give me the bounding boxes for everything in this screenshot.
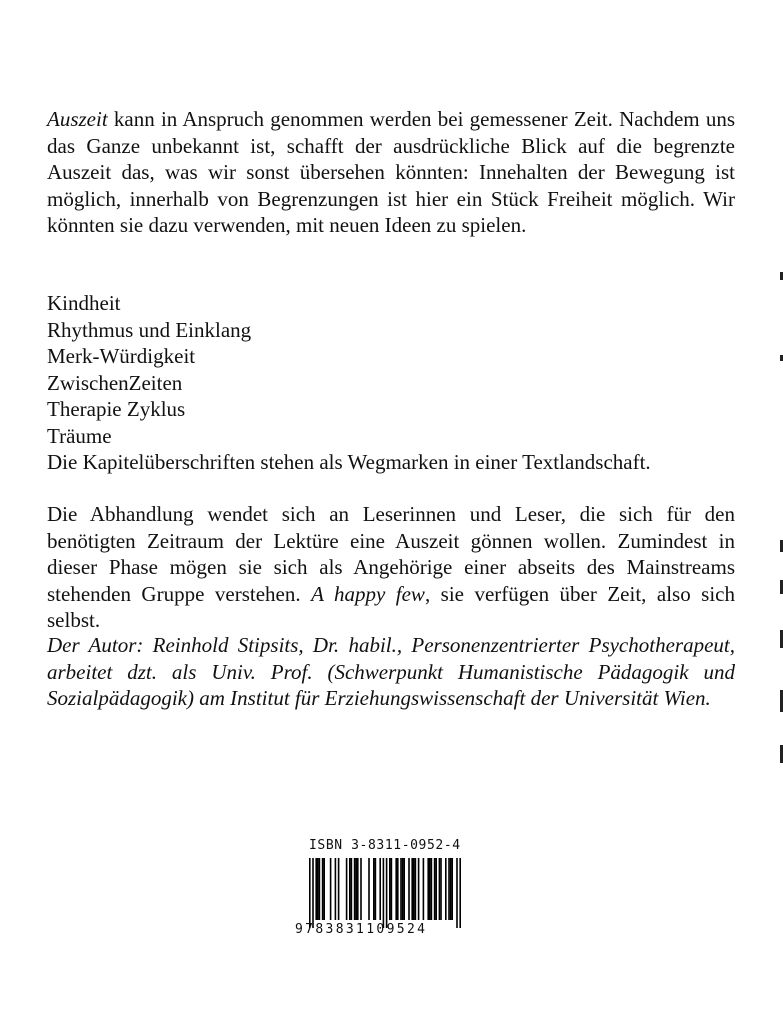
barcode-bar [338,858,340,920]
author-bio: Der Autor: Reinhold Stipsits, Dr. habil., Personenzentrierter Psychotherapeut, arbeitet dzt. als Univ. Prof. (Schwerpunkt Humanistische Pädagogik und Sozialpädagogik) am Institut für Erziehungswissenschaft der Universität Wien. [47,633,735,710]
barcode-bar [445,858,447,920]
barcode-bar [413,858,415,920]
chapter-item: ZwischenZeiten [47,370,183,395]
barcode-bar [408,858,410,920]
barcode-bar [448,858,450,920]
barcode-bar [403,858,405,920]
barcode-bar [330,858,332,920]
isbn-barcode [295,838,471,940]
barcode-bar [418,858,420,920]
audience-text-after: , sie verfügen über Zeit, also sich selbst. [47,581,735,632]
barcode-bar [355,858,357,920]
chapter-item: Therapie Zyklus [47,397,186,421]
barcode-bar [386,858,388,928]
spine-edge-marks [777,250,783,770]
chapter-item: Merk-Würdigkeit [47,344,196,368]
chapters-note: Die Kapitelüberschriften stehen als Wegmarken in einer Textlandschaft. [47,450,651,474]
barcode-bar [391,858,393,920]
barcode-bar [459,858,461,928]
barcode-bar [354,858,356,920]
barcode-bar [415,858,417,920]
barcode-bar [379,858,381,920]
barcode-bar [423,858,425,920]
barcode-bar [431,858,433,920]
audience-text-before: Die Abhandlung wendet sich an Leserinnen und Leser, die sich für den benötigten Zeitraum der Lektüre eine Auszeit gönnen wollen. Zumindest in dieser Phase mögen sie sich als Angehörige einer abseits des Mainstreams stehenden Gruppe verstehen. [47,502,735,606]
barcode-digits: 9783831109524 [295,922,428,937]
isbn-label: ISBN 3-8311-0952-4 [309,838,461,853]
barcode-bar [319,858,321,920]
barcode-bar [351,858,353,920]
barcode-bar [456,858,458,928]
intro-lead-italic: Auszeit [47,107,108,131]
barcode-bar [450,858,452,920]
audience-italic-phrase: A happy few [311,581,425,606]
barcode-bar [389,858,391,920]
barcode-bar [435,858,437,920]
intro-text: kann in Anspruch genommen werden bei gemessener Zeit. Nachdem uns das Ganze unbekannt ist, schafft der ausdrückliche Blick auf die begrenzte Auszeit das, was wir sonst übersehen könnten: Innehalten der Bewegung ist möglich, innerhalb von Begrenzungen ist hier ein Stück Freiheit möglich. Wir könnten sie dazu verwenden, mit neuen Ideen zu spielen. [47,107,735,237]
barcode-bar [375,858,377,920]
barcode-bar [346,858,348,920]
barcode-bar [439,858,441,920]
barcode-bar [383,858,385,928]
barcode-bar [427,858,429,920]
barcode-bar [317,858,319,920]
barcode-bar [322,858,324,920]
barcode-bar [411,858,413,920]
chapter-item: Rhythmus und Einklang [47,317,252,342]
barcode-bar [309,858,311,928]
chapter-list [47,290,735,476]
barcode-bar [357,858,359,920]
barcode-bar [451,858,453,920]
barcode-bar [397,858,399,920]
barcode-bar [312,858,314,928]
barcode-bar [349,858,351,920]
barcode-bar [323,858,325,920]
audience-paragraph [47,501,735,634]
intro-paragraph [47,106,735,239]
chapter-item: Kindheit [47,291,121,315]
barcode-bar [429,858,431,920]
barcode-bar [395,858,397,920]
barcode-bar [335,858,337,920]
barcode-bar [315,858,317,920]
barcode-bar [360,858,362,920]
barcode-bar [434,858,436,920]
barcode-bar [400,858,402,920]
barcode-bar [373,858,375,920]
barcode-bar [402,858,404,920]
chapter-item: Träume [47,423,112,448]
barcode-bar [368,858,370,920]
barcode-bar [440,858,442,920]
